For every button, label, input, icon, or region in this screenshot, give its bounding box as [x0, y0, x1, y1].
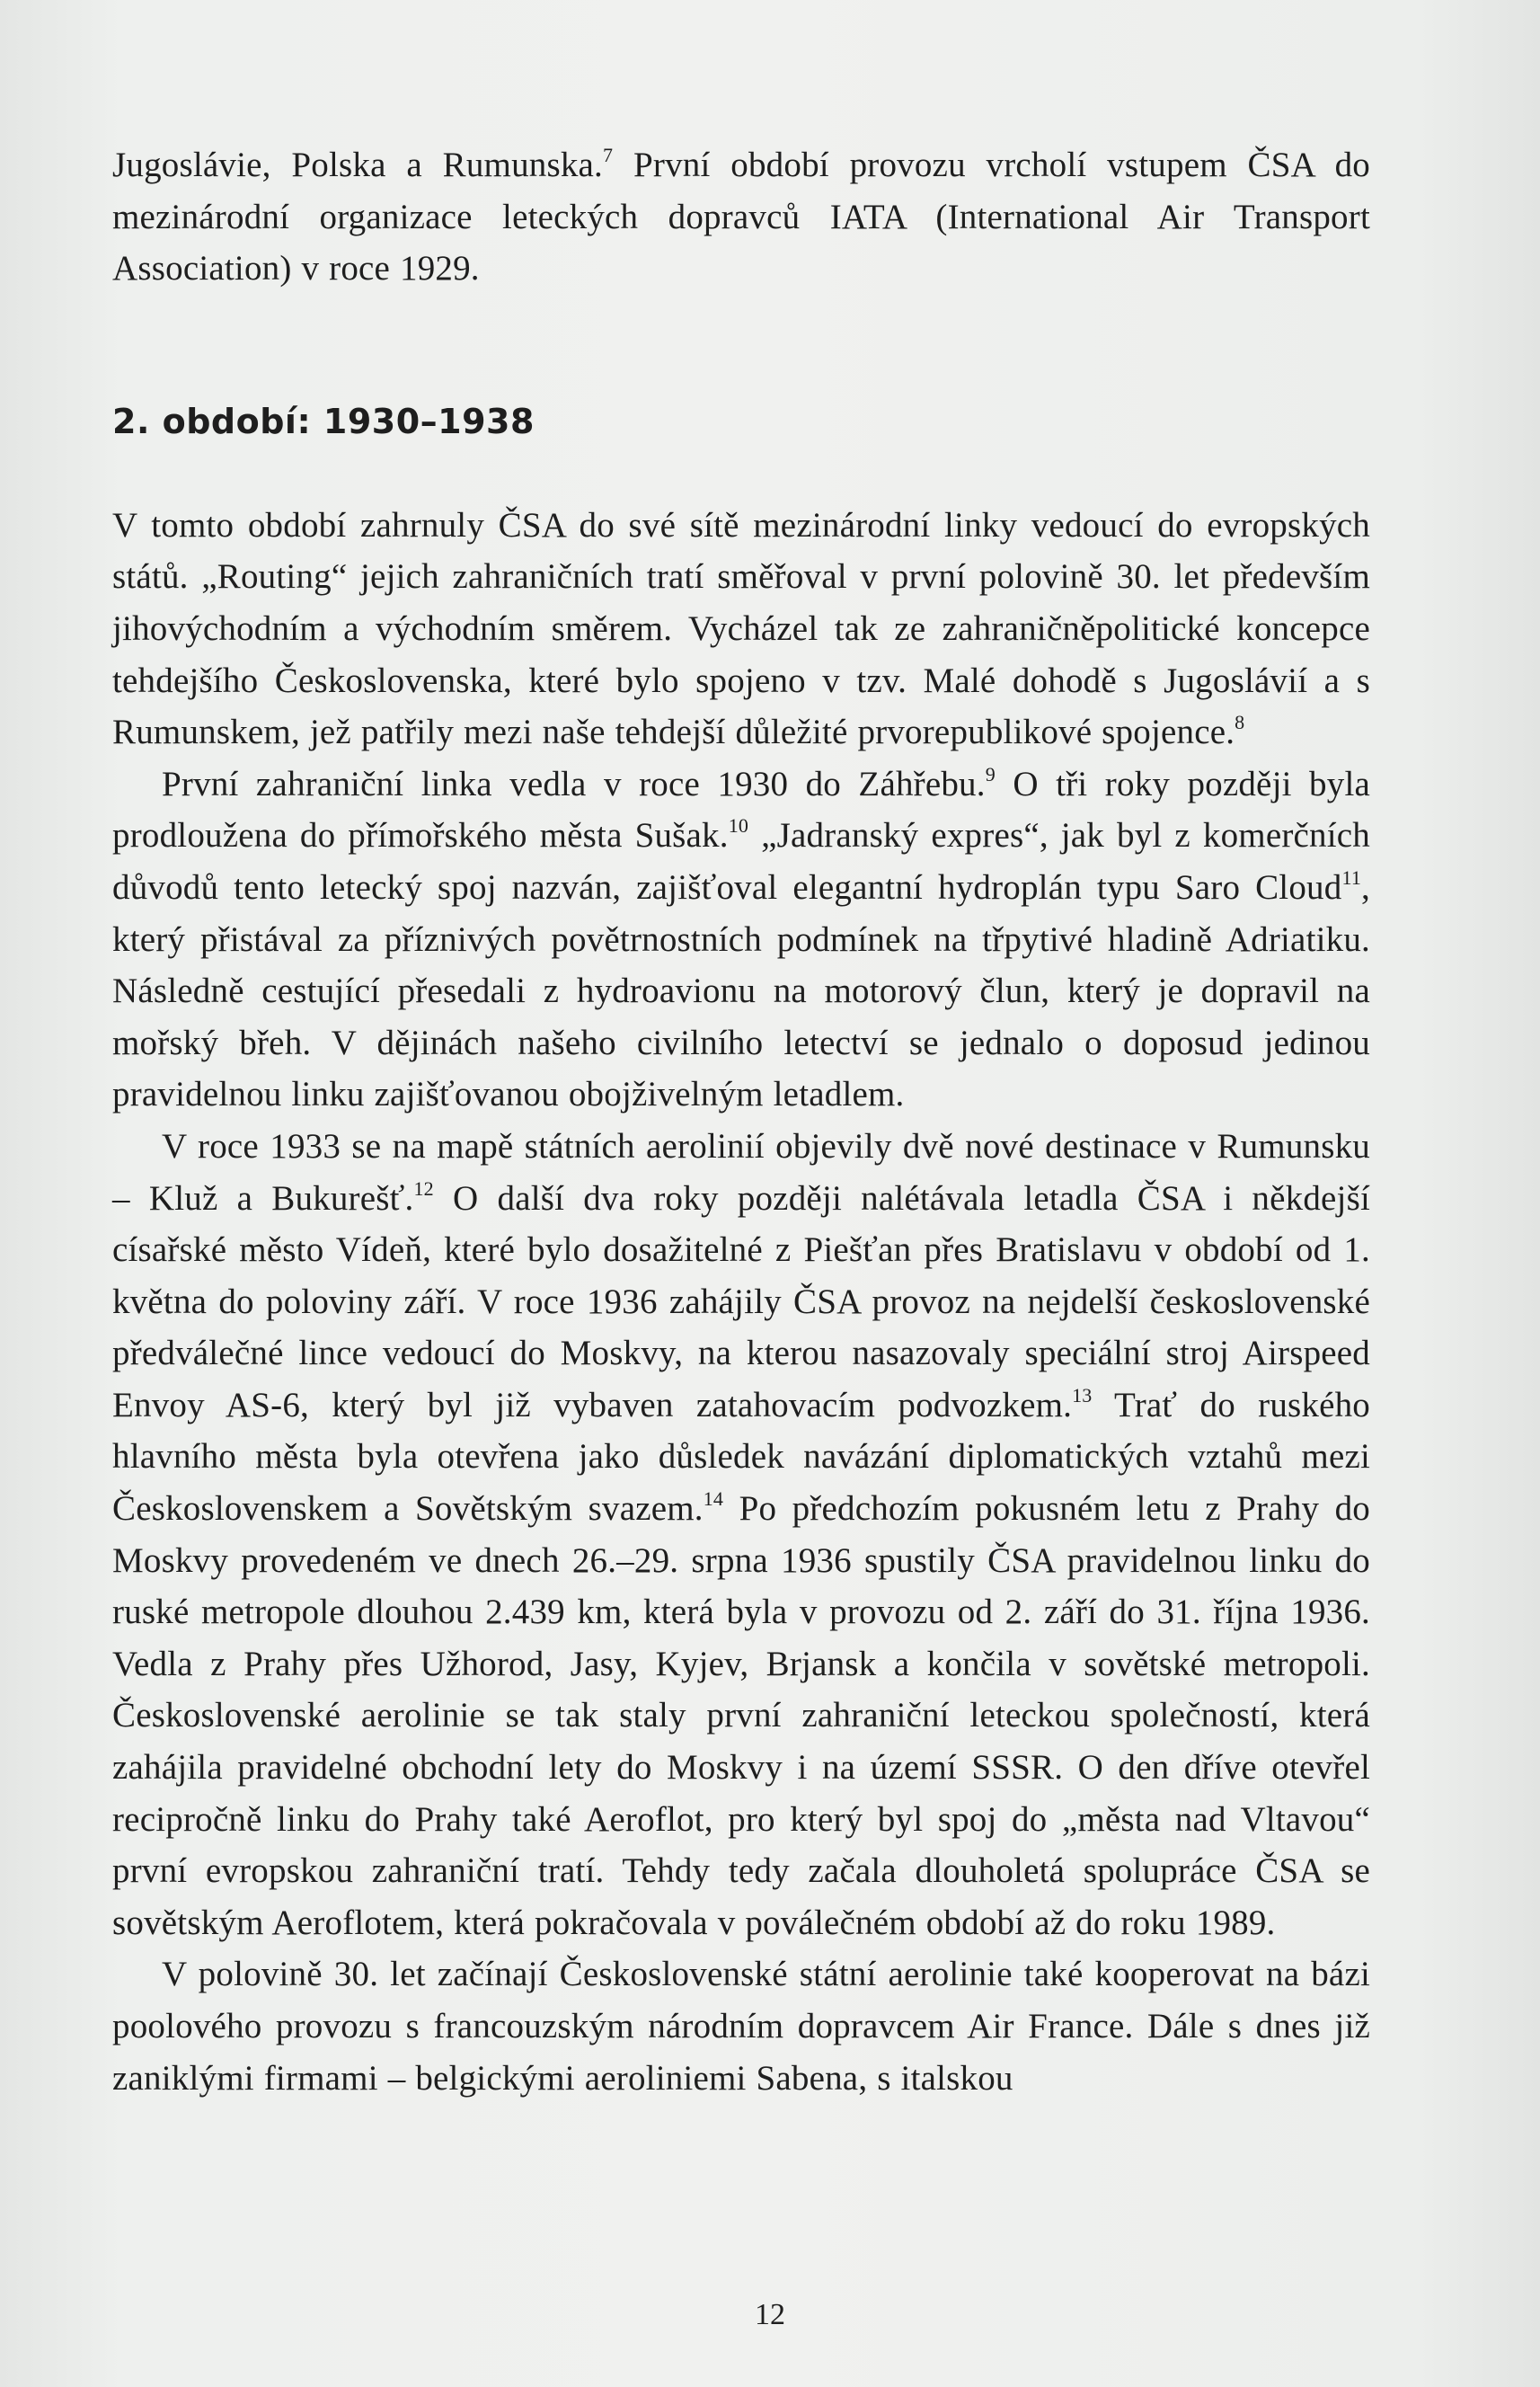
paragraph-2: [112, 759, 1370, 1121]
footnote-ref-12[interactable]: 12: [413, 1176, 434, 1200]
text-run: Po předchozím pokusném letu z Prahy do Moskvy provedeném ve dnech 26.–29. srpna 1936 spustily ČSA pravidelnou linku do ruské metropole dlouhou 2.439 km, která byla v provozu od 2. září do 31. října 1936. Vedla z Prahy přes Užhorod, Jasy, Kyjev, Brjansk a končila v sovětské metropoli. Československé aerolinie se tak staly první zahraniční leteckou společností, která zahájila pravidelné obchodní lety do Moskvy i na území SSSR. O den dříve otevřel recipročně linku do Prahy také Aeroflot, pro který byl spoj do „města nad Vltavou“ první evropskou zahraniční tratí. Tehdy tedy začala dlouholetá spolupráce ČSA se sovětským Aeroflotem, která pokračovala v poválečném období až do roku 1989.: [112, 1489, 1370, 1942]
text-run: , který přistával za příznivých povětrnostních podmínek na třpytivé hladině Adriatiku. Následně cestující přesedali z hydroavionu na motorový člun, který je dopravil na mořský břeh. V dějinách našeho civilního letectví se jednalo o doposud jedinou pravidelnou linku zajišťovanou obojživelným letadlem.: [112, 867, 1370, 1114]
footnote-ref-8[interactable]: 8: [1235, 711, 1245, 734]
text-run: V polovině 30. let začínají Československé státní aerolinie také kooperovat na bázi poolového provozu s francouzským národním dopravcem Air France. Dále s dnes již zaniklými firmami – belgickými aeroliniemi Sabena, s italskou: [112, 1955, 1370, 2098]
text-run: V tomto období zahrnuly ČSA do své sítě mezinárodní linky vedoucí do evropských států. „Routing“ jejich zahraničních tratí směřoval v první polovině 30. let především jihovýchodním a východním směrem. Vycházel tak ze zahraničněpolitické koncepce tehdejšího Československa, které bylo spojeno v tzv. Malé dohodě s Jugoslávií a s Rumunskem, jež patřily mezi naše tehdejší důležité prvorepublikové spojence.: [112, 505, 1370, 752]
text-run: V roce 1933 se na mapě státních aerolinií objevily dvě nové destinace v Rumunsku – Kluž a Bukurešť.: [112, 1126, 1370, 1218]
section-heading: 2. období: 1930–1938: [112, 401, 535, 441]
footnote-ref-9[interactable]: 9: [985, 762, 996, 785]
text-run: „Jadranský expres“, jak byl z komerčních důvodů tento letecký spoj nazván, zajišťoval elegantní hydroplán typu Saro Cloud: [112, 816, 1370, 907]
intro-paragraph: [112, 139, 1370, 295]
text-run: První zahraniční linka vedla v roce 1930 do Záhřebu.: [162, 764, 986, 803]
footnote-ref-11[interactable]: 11: [1341, 865, 1362, 889]
paragraph-1: [112, 500, 1370, 759]
text-run: Jugoslávie, Polska a Rumunska.: [112, 146, 604, 184]
text-run: Trať do ruského hlavního města byla otevřena jako důsledek navázání diplomatických vztahů mezi Československem a Sovětským svazem.: [112, 1385, 1371, 1529]
paragraph-4: [112, 1948, 1370, 2104]
text-run: O další dva roky později nalétávala letadla ČSA i někdejší císařské město Vídeň, které bylo dosažitelné z Piešťan přes Bratislavu v období od 1. května do poloviny září. V roce 1936 zahájily ČSA provoz na nejdelší československé předválečné lince vedoucí do Moskvy, na kterou nasazovaly speciální stroj Airspeed Envoy AS-6, který byl již vybaven zatahovacím podvozkem.: [112, 1178, 1370, 1424]
page-body: [112, 139, 1370, 2104]
text-run: O tři roky později byla prodloužena do přímořského města Sušak.: [112, 764, 1370, 856]
footnote-ref-13[interactable]: 13: [1072, 1383, 1093, 1406]
text-run: První období provozu vrcholí vstupem ČSA do mezinárodní organizace leteckých dopravců IATA (International Air Transport Association) v roce 1929.: [112, 146, 1370, 288]
footnote-ref-14[interactable]: 14: [703, 1487, 724, 1511]
footnote-ref-10[interactable]: 10: [728, 814, 749, 838]
paragraph-3: [112, 1121, 1370, 1949]
footnote-ref-7[interactable]: 7: [603, 144, 614, 166]
page-number: 12: [755, 2298, 785, 2331]
